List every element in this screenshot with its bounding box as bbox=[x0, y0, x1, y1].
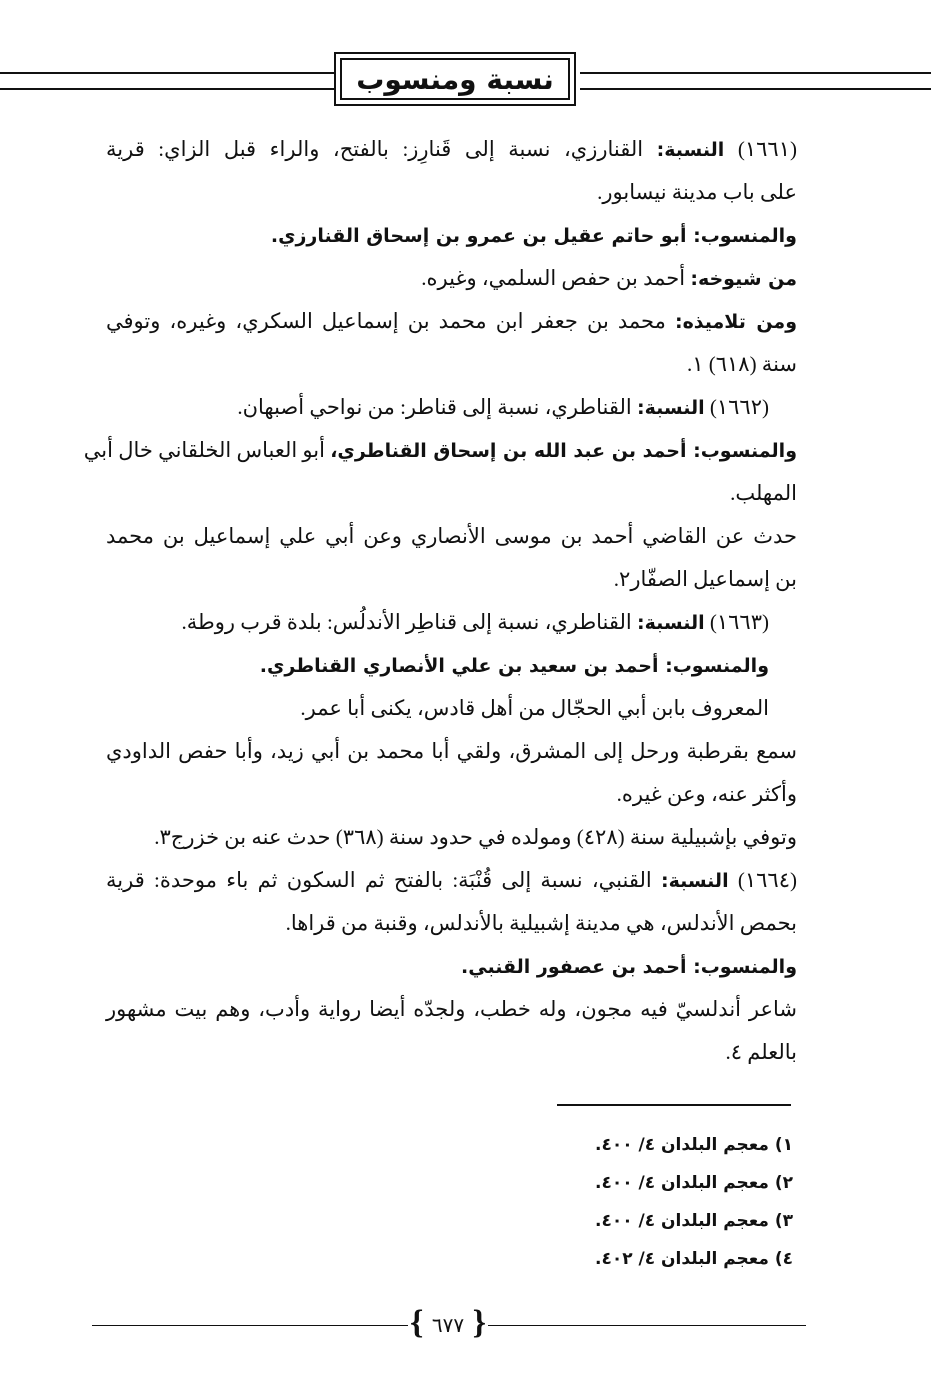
text-line: المهلب. bbox=[730, 481, 797, 505]
text-line: سمع بقرطبة ورحل إلى المشرق، ولقي أبا محمد بن أبي زيد، وأبا حفص الداودي bbox=[106, 739, 797, 763]
text-line: والمنسوب: أحمد بن سعيد بن علي الأنصاري القناطري. bbox=[259, 655, 769, 677]
text-line: من شيوخه: أحمد بن حفص السلمي، وغيره. bbox=[421, 266, 797, 290]
text-line: (١٦٦٣) النسبة: القناطري، نسبة إلى قناطِر الأندلُس: بلدة قرب روطة. bbox=[181, 610, 769, 634]
text-line: وتوفي بإشبيلية سنة (٤٢٨) ومولده في حدود سنة (٣٦٨) حدث عنه بن خزرج٣. bbox=[154, 825, 797, 849]
text-line: والمنسوب: أبو حاتم عقيل بن عمرو بن إسحاق القنارزي. bbox=[270, 225, 797, 247]
left-brace: } bbox=[410, 1304, 424, 1341]
footer-rule-left bbox=[92, 1325, 408, 1326]
text-line: سنة (٦١٨) ١. bbox=[686, 352, 797, 376]
text-line: حدث عن القاضي أحمد بن موسى الأنصاري وعن أبي علي إسماعيل بن محمد bbox=[106, 524, 797, 548]
page-title: نسبة ومنسوب bbox=[340, 58, 570, 100]
header-rule-right bbox=[580, 72, 931, 90]
footnote: ٣) معجم البلدان ٤/ ٤٠٠. bbox=[594, 1211, 793, 1231]
text-line: بحمص الأندلس، هي مدينة إشبيلية بالأندلس، وقنبة من قراها. bbox=[285, 911, 797, 935]
header-title-box bbox=[334, 52, 576, 106]
text-line: بالعلم ٤. bbox=[725, 1040, 797, 1064]
footnotes bbox=[595, 1126, 793, 1278]
text-line: (١٦٦٤) النسبة: القنبي، نسبة إلى قُنْبَة: بالفتح ثم السكون ثم باء موحدة: قرية bbox=[106, 868, 797, 892]
page-number-box bbox=[408, 1304, 488, 1343]
text-line: (١٦٦١) النسبة: القنارزي، نسبة إلى قَنارِز: بالفتح، والراء قبل الزاي: قرية bbox=[106, 137, 797, 161]
text-line: شاعر أندلسيّ فيه مجون، وله خطب، ولجدّه أيضا رواية وأدب، وهم بيت مشهور bbox=[106, 997, 797, 1021]
header-rule-left bbox=[0, 72, 334, 90]
text-line: والمنسوب: أحمد بن عبد الله بن إسحاق القناطري، أبو العباس الخلقاني خال أبي bbox=[83, 438, 797, 462]
text-line: على باب مدينة نيسابور. bbox=[597, 180, 797, 204]
footnote: ١) معجم البلدان ٤/ ٤٠٠. bbox=[594, 1135, 793, 1155]
right-brace: { bbox=[472, 1304, 486, 1341]
text-line: والمنسوب: أحمد بن عصفور القنبي. bbox=[461, 956, 797, 978]
main-text bbox=[83, 128, 797, 1074]
footnote: ٤) معجم البلدان ٤/ ٤٠٢. bbox=[594, 1249, 793, 1269]
text-line: بن إسماعيل الصفّار٢. bbox=[613, 567, 797, 591]
text-line: (١٦٦٢) النسبة: القناطري، نسبة إلى قناطر: من نواحي أصبهان. bbox=[237, 395, 769, 419]
text-line: وأكثر عنه، وعن غيره. bbox=[616, 782, 797, 806]
text-line: ومن تلاميذه: محمد بن جعفر ابن محمد بن إسماعيل السكري، وغيره، وتوفي bbox=[106, 309, 797, 333]
footnote-separator bbox=[557, 1104, 791, 1106]
page-number: ٦٧٧ bbox=[431, 1314, 465, 1337]
footer-rule-right bbox=[488, 1325, 806, 1326]
footnote: ٢) معجم البلدان ٤/ ٤٠٠. bbox=[594, 1173, 793, 1193]
text-line: المعروف بابن أبي الحجّال من أهل قادس، يكنى أبا عمر. bbox=[300, 696, 769, 720]
